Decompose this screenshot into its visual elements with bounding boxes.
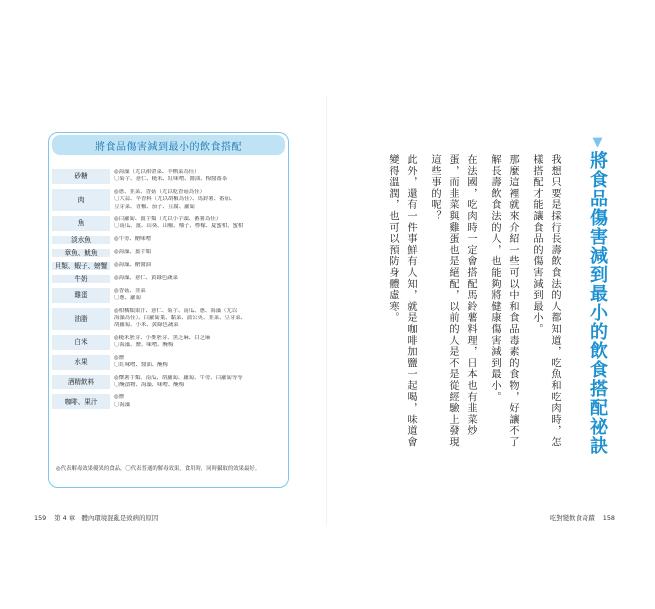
- food-category: 酒精飲料: [52, 375, 110, 390]
- pairing-line: ◎香菇、韭菜: [114, 287, 146, 294]
- table-rows: [52, 169, 285, 414]
- headline-text: 將食品傷害減到最小的飲食搭配祕訣: [587, 151, 608, 455]
- table-row: [52, 335, 285, 350]
- pairing-line: 〇蔥、蘿蔔: [114, 295, 141, 302]
- table-row: [52, 169, 285, 184]
- food-category: 魚: [52, 216, 110, 231]
- table-row: [52, 308, 285, 330]
- food-category: 牛奶: [52, 275, 110, 283]
- pairing-content: [110, 308, 285, 330]
- pairing-line: ◎蔥、韭菜、香菇（尤以乾香菇為佳）: [114, 188, 205, 195]
- pairing-line: ◎海藻、薑芋類: [114, 249, 152, 256]
- section-headline: [586, 135, 608, 455]
- pairing-line: ◎糙米胚芽、小麥胚芽、黑芝麻、白芝麻: [114, 334, 211, 341]
- pairing-line: 海藻為佳）、白蘿蔔葉、黏菜、蒲公英、韭菜、豆芽菜、: [114, 315, 247, 322]
- pairing-line: ◎白蘿蔔、薑芋類（尤以小芋頭、蕃薯為佳）: [114, 216, 222, 223]
- pairing-content: [110, 169, 285, 184]
- page-number-left: 159: [34, 514, 47, 522]
- pairing-content: [110, 335, 285, 350]
- body-paragraph: 在法國，吃肉時一定會搭配馬鈴薯料理，日本也有韭菜炒蛋，而韭菜與雞蛋也是絕配，以前的人是不是從經驗上發現這些事的呢？: [429, 154, 476, 448]
- body-text: [383, 154, 563, 454]
- pairing-content: [110, 394, 285, 409]
- food-category: 砂糖: [52, 169, 110, 184]
- body-paragraph: 我想只要是採行長壽飲食法的人都知道，吃魚和吃肉時，怎樣搭配才能讓食品的傷害減到最小。: [531, 154, 560, 448]
- pairing-line: 〇大蒜、辛香料（尤以胡椒為佳）、馬鈴薯、番茄、: [114, 196, 236, 203]
- pairing-line: 〇海藻: [114, 401, 131, 408]
- pairing-line: ◎柑橘類果汁、薏仁、菊芋、南瓜、蔥、海藻（尤以: [114, 307, 238, 314]
- table-title: 將食品傷害減到最小的飲食搭配: [52, 135, 285, 155]
- pairing-content: [110, 275, 285, 282]
- pairing-content: [110, 236, 285, 243]
- pairing-line: ◎牛蒡、醋味噌: [114, 236, 152, 243]
- pairing-line: 〇菊芋、薏仁、糙米、紅味噌、醬油、梅醬番茶: [114, 176, 228, 183]
- pairing-line: ◎海藻（尤以裙帶菜、羊栖菜為佳）: [114, 169, 200, 175]
- body-paragraph: 此外，還有一件事鮮有人知，就是咖啡加鹽一起喝，味道會變得溫潤，也可以預防身體虛寒。: [387, 154, 416, 448]
- page-number-right: 158: [602, 514, 615, 522]
- pairing-line: ◎鹽: [114, 394, 125, 401]
- food-category: 油脂: [52, 308, 110, 330]
- pairing-line: 豆芽菜、青椒、茄子、豆腐、蘿蔔: [114, 203, 195, 210]
- pairing-line: ◎鹽: [114, 354, 125, 361]
- food-category: 章魚、魷魚: [52, 249, 110, 257]
- table-row: [52, 249, 285, 257]
- food-category: 白米: [52, 335, 110, 350]
- footer-left: [34, 513, 164, 522]
- pairing-line: 〇醃漬物、海藻、味噌、醃梅: [114, 381, 185, 388]
- pairing-content: [110, 189, 285, 211]
- table-row: [52, 275, 285, 283]
- table-row: [52, 355, 285, 370]
- pairing-line: 〇南瓜、薑、山葵、山椒、柚子、檸檬、夏蜜柑、蜜柑: [114, 223, 244, 230]
- table-row: [52, 216, 285, 231]
- pairing-line: 胡蘿蔔、小米、黃綠色蔬菜: [114, 322, 179, 329]
- food-category: 雞蛋: [52, 288, 110, 303]
- table-row: [52, 262, 285, 270]
- footer-right: [550, 513, 621, 522]
- pairing-line: ◎海藻、醋醬油: [114, 262, 152, 269]
- food-category: 貝類、蝦子、螃蟹: [52, 262, 110, 270]
- triangle-bullet-icon: ▼: [590, 135, 605, 151]
- pairing-line: ◎懷薯芋類、南瓜、胡蘿蔔、蘿蔔、牛蒡、白蘿蔔等等: [114, 374, 243, 381]
- pairing-line: 〇海藻、鹽、味噌、醃梅: [114, 342, 174, 349]
- chapter-title: 第 4 章 體內環境混亂是致病的原因: [54, 514, 159, 522]
- pairing-content: [110, 375, 285, 390]
- table-row: [52, 288, 285, 303]
- food-category: 咖啡、果汁: [52, 394, 110, 409]
- table-row: [52, 375, 285, 390]
- pairing-content: [110, 216, 285, 231]
- page-gutter: [326, 95, 327, 525]
- table-row: [52, 236, 285, 244]
- body-paragraph: 那麼這裡就來介紹一些可以中和食品毒素的食物，好讓不了解長壽飲食法的人，也能夠將健康傷害減到最小。: [489, 154, 518, 448]
- pairing-line: 〇紅味噌、醬油、醃梅: [114, 362, 168, 369]
- food-category: 肉: [52, 189, 110, 211]
- table-row: [52, 394, 285, 409]
- table-note: ◎代表解毒效果優異的食品，〇代表普通的解毒效果，食用時，同時攝取的效果最好。: [56, 466, 261, 472]
- pairing-line: ◎海藻、薏仁、黃綠色蔬菜: [114, 275, 179, 282]
- pairing-content: [110, 288, 285, 303]
- food-category: 淡水魚: [52, 236, 110, 244]
- pairing-content: [110, 262, 285, 269]
- pairing-content: [110, 249, 285, 256]
- book-title: 吃對變飲食奇蹟: [550, 514, 595, 522]
- pairing-content: [110, 355, 285, 370]
- table-row: [52, 189, 285, 211]
- food-category: 水果: [52, 355, 110, 370]
